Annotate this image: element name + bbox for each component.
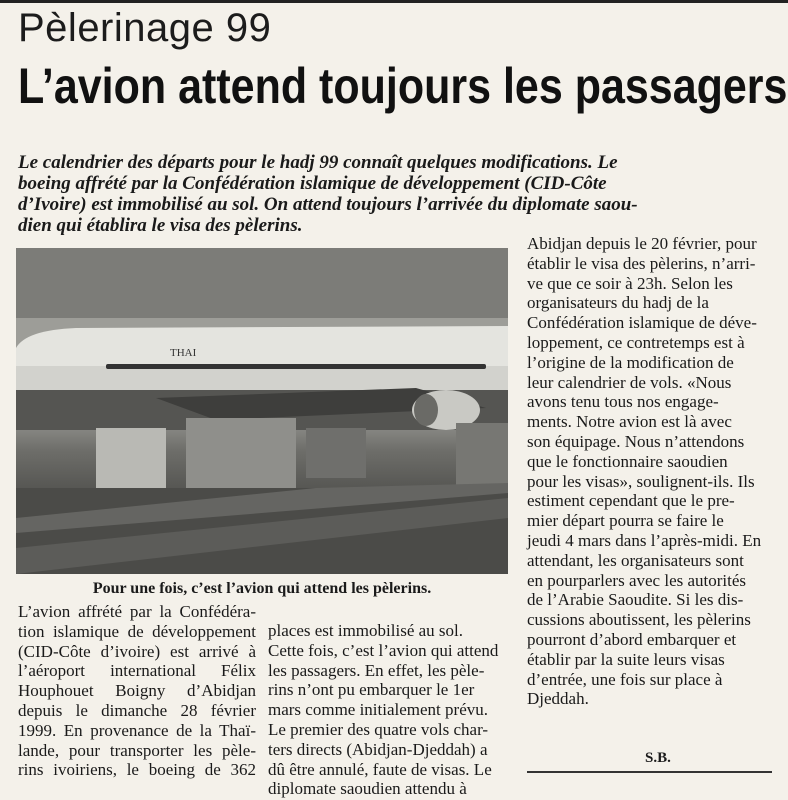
body-line: l’aéroport international Félix	[18, 661, 256, 681]
end-rule	[527, 771, 772, 773]
body-line: Confédération islamique de déve-	[527, 313, 757, 333]
body-line: avons tenu tous nos engage-	[527, 392, 719, 412]
airplane-illustration	[16, 248, 508, 574]
body-line: organisateurs du hadj de la	[527, 293, 709, 313]
body-line: l’origine de la modification de	[527, 352, 734, 372]
lead-line: Le calendrier des départs pour le hadj 99 connaît quelques modifications. Le	[18, 152, 618, 173]
lead-paragraph	[18, 152, 773, 236]
body-line: 1999. En provenance de la Thaï-	[18, 720, 256, 740]
lead-line: boeing affrété par la Confédération islamique de développement (CID-Côte	[18, 173, 607, 194]
body-line: établir par la suite leurs visas	[527, 649, 725, 669]
body-line: Djeddah.	[527, 689, 589, 709]
body-line: Houphouet Boigny d’Abidjan	[18, 681, 256, 701]
body-line: dû être annulé, faute de visas. Le	[268, 759, 492, 779]
body-line: rins n’ont pu embarquer le 1er	[268, 680, 475, 700]
body-line: ters directs (Abidjan-Djeddah) a	[268, 739, 488, 759]
section-rubric: Pèlerinage 99	[18, 6, 272, 50]
author-signature: S.B.	[645, 750, 671, 766]
body-line: loppement, ce contretemps est à	[527, 332, 745, 352]
body-line: d’entrée, une fois sur place à	[527, 669, 723, 689]
body-line: estiment cependant que le pre-	[527, 491, 735, 511]
body-line: tion islamique de développement	[18, 621, 256, 641]
body-line: mier départ pourra se faire le	[527, 511, 724, 531]
body-line: pourront d’abord embarquer et	[527, 629, 737, 649]
body-line: en pourparlers avec les autorités	[527, 570, 747, 590]
body-line: lande, pour transporter les pèle-	[18, 740, 256, 760]
body-line: ve que ce soir à 23h. Selon les	[527, 273, 733, 293]
body-line: son équipage. Nous n’attendons	[527, 431, 745, 451]
airplane-photo	[16, 248, 508, 574]
headline: L’avion attend toujours les passagers	[18, 58, 788, 114]
body-line: cussions aboutissent, les pèlerins	[527, 610, 751, 630]
body-line: places est immobilisé au sol.	[268, 621, 463, 640]
body-line: depuis le dimanche 28 février	[18, 700, 256, 720]
body-line: (CID-Côte d’ivoire) est arrivé à	[18, 641, 256, 661]
top-rule	[0, 0, 788, 3]
body-line: Cette fois, c’est l’avion qui attend	[268, 640, 499, 660]
body-column-1	[18, 602, 256, 780]
body-line: attendant, les organisateurs sont	[527, 550, 744, 570]
body-column-2	[268, 621, 504, 799]
body-line: ments. Notre avion est là avec	[527, 412, 732, 432]
body-line: diplomate saoudien attendu à	[268, 779, 467, 799]
airline-logo: THAI	[170, 347, 197, 359]
body-line: les passagers. En effet, les pèle-	[268, 660, 485, 680]
body-line: mars comme initialement prévu.	[268, 700, 488, 720]
body-line: pour les visas», soulignent-ils. Ils	[527, 471, 755, 491]
body-line: que le fonctionnaire saoudien	[527, 451, 728, 471]
photo-caption: Pour une fois, c’est l’avion qui attend les pèlerins.	[92, 580, 432, 597]
body-line: Abidjan depuis le 20 février, pour	[527, 234, 757, 253]
body-line: leur calendrier de vols. «Nous	[527, 372, 732, 392]
body-line: rins ivoiriens, le boeing de 362	[18, 760, 256, 780]
body-line: de l’Arabie Saoudite. Si les dis-	[527, 590, 744, 610]
body-line: jeudi 4 mars dans l’après-midi. En	[527, 530, 762, 550]
body-column-3	[527, 234, 777, 709]
lead-line: dien qui établira le visa des pèlerins.	[18, 215, 303, 236]
body-line: établir le visa des pèlerins, n’arri-	[527, 253, 756, 273]
body-line: L’avion affrété par la Confédéra-	[18, 602, 256, 621]
lead-line: d’Ivoire) est immobilisé au sol. On attend toujours l’arrivée du diplomate saou-	[18, 194, 638, 215]
body-line: Le premier des quatre vols char-	[268, 719, 489, 739]
